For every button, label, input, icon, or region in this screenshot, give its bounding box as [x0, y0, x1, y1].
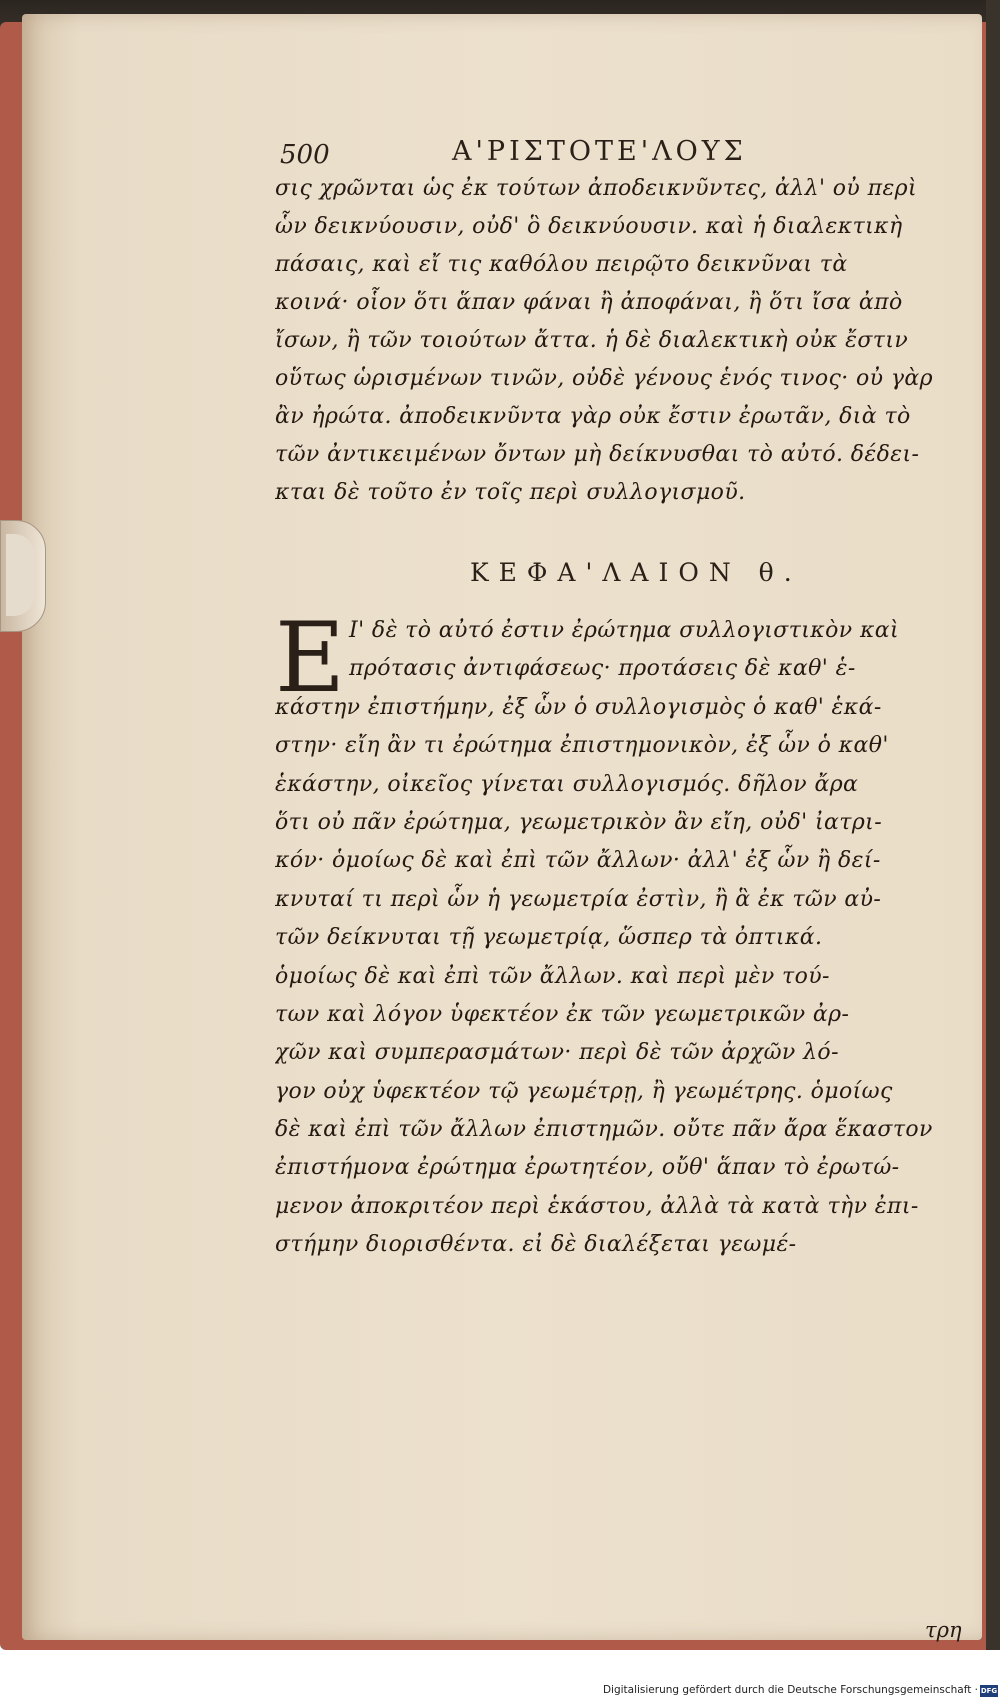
text-line: ἑκάστην, οἰκεῖος γίνεται συλλογισμός. δῆλον ἄρα: [275, 771, 859, 797]
text-line: ἴσων, ἢ τῶν τοιούτων ἄττα. ἡ δὲ διαλεκτικὴ οὐκ ἔστιν: [275, 328, 909, 353]
chapter-heading: ΚΕΦΑ'ΛΑΙΟΝ θ.: [470, 558, 802, 587]
text-line: στην· εἴη ἂν τι ἐρώτημα ἐπιστημονικὸν, ἐξ ὧν ὁ καθ': [275, 733, 889, 759]
text-line: κόν· ὁμοίως δὲ καὶ ἐπὶ τῶν ἄλλων· ἀλλ' ἐξ ὧν ἢ δεί-: [275, 848, 881, 874]
text-line: Ι' δὲ τὸ αὐτό ἐστιν ἐρώτημα συλλογιστικὸν καὶ: [349, 618, 900, 643]
text-line: κοινά· οἷον ὅτι ἅπαν φάναι ἢ ἀποφάναι, ἢ ὅτι ἴσα ἀπὸ: [275, 290, 903, 315]
text-line: στήμην διορισθέντα. εἰ δὲ διαλέξεται γεωμέ-: [275, 1232, 797, 1258]
page-number: 500: [280, 140, 330, 170]
text-line: κται δὲ τοῦτο ἐν τοῖς περὶ συλλογισμοῦ.: [275, 480, 746, 505]
dfg-logo: DFG: [980, 1687, 998, 1695]
drop-cap-initial: E: [275, 602, 346, 714]
text-line: χῶν καὶ συμπερασμάτων· περὶ δὲ τῶν ἀρχῶν λό-: [275, 1040, 839, 1066]
text-line: ὧν δεικνύουσιν, οὐδ' ὃ δεικνύουσιν. καὶ ἡ διαλεκτικὴ: [275, 214, 903, 239]
footer-bar: [0, 1682, 1000, 1702]
text-line: πρότασις ἀντιφάσεως· προτάσεις δὲ καθ' ἑ-: [349, 656, 856, 682]
text-line: κάστην ἐπιστήμην, ἐξ ὧν ὁ συλλογισμὸς ὁ καθ' ἑκά-: [275, 694, 882, 720]
text-line: ἐπιστήμονα ἐρώτημα ἐρωτητέον, οὔθ' ἅπαν τὸ ἐρωτώ-: [275, 1155, 900, 1181]
text-line: πάσαις, καὶ εἴ τις καθόλου πειρῷτο δεικνῦναι τὰ: [275, 252, 848, 277]
text-line: μενον ἀποκριτέον περὶ ἑκάστου, ἀλλὰ τὰ κατὰ τὴν ἐπι-: [275, 1193, 919, 1219]
text-line: σις χρῶνται ὡς ἐκ τούτων ἀποδεικνῦντες, ἀλλ' οὐ περὶ: [275, 176, 918, 201]
text-line: κνυταί τι περὶ ὧν ἡ γεωμετρία ἐστὶν, ἢ ἃ ἐκ τῶν αὐ-: [275, 886, 882, 912]
text-line: ὅτι οὐ πᾶν ἐρώτημα, γεωμετρικὸν ἂν εἴη, οὐδ' ἰατρι-: [275, 809, 883, 835]
running-head: Α'ΡΙΣΤΟΤΕ'ΛΟΥΣ: [452, 136, 747, 167]
text-line: των καὶ λόγον ὑφεκτέον ἐκ τῶν γεωμετρικῶν ἀρ-: [275, 1001, 850, 1027]
chapter-text-block: [275, 602, 960, 1265]
text-line: τῶν ἀντικειμένων ὄντων μὴ δείκνυσθαι τὸ αὐτό. δέδει-: [275, 442, 920, 467]
page-tab-inner: [6, 534, 34, 616]
catchword: τρη: [925, 1618, 962, 1642]
text-line: τῶν δείκνυται τῇ γεωμετρίᾳ, ὥσπερ τὰ ὀπτικά.: [275, 925, 823, 951]
text-line: οὕτως ὡρισμένων τινῶν, οὐδὲ γένους ἑνός τινος· οὐ γὰρ: [275, 366, 933, 391]
top-text-block: [275, 170, 960, 512]
text-line: ὁμοίως δὲ καὶ ἐπὶ τῶν ἄλλων. καὶ περὶ μὲν τού-: [275, 963, 830, 989]
funding-credit: Digitalisierung gefördert durch die Deutsche Forschungsgemeinschaft ·: [602, 1684, 978, 1696]
text-line: γον οὐχ ὑφεκτέον τῷ γεωμέτρῃ, ἢ γεωμέτρης. ὁμοίως: [275, 1078, 893, 1104]
text-line: δὲ καὶ ἐπὶ τῶν ἄλλων ἐπιστημῶν. οὔτε πᾶν ἄρα ἕκαστον: [275, 1117, 933, 1143]
text-line: ἂν ἠρώτα. ἀποδεικνῦντα γὰρ οὐκ ἔστιν ἐρωτᾶν, διὰ τὸ: [275, 404, 911, 429]
book-spine-shadow: [986, 0, 1000, 1650]
